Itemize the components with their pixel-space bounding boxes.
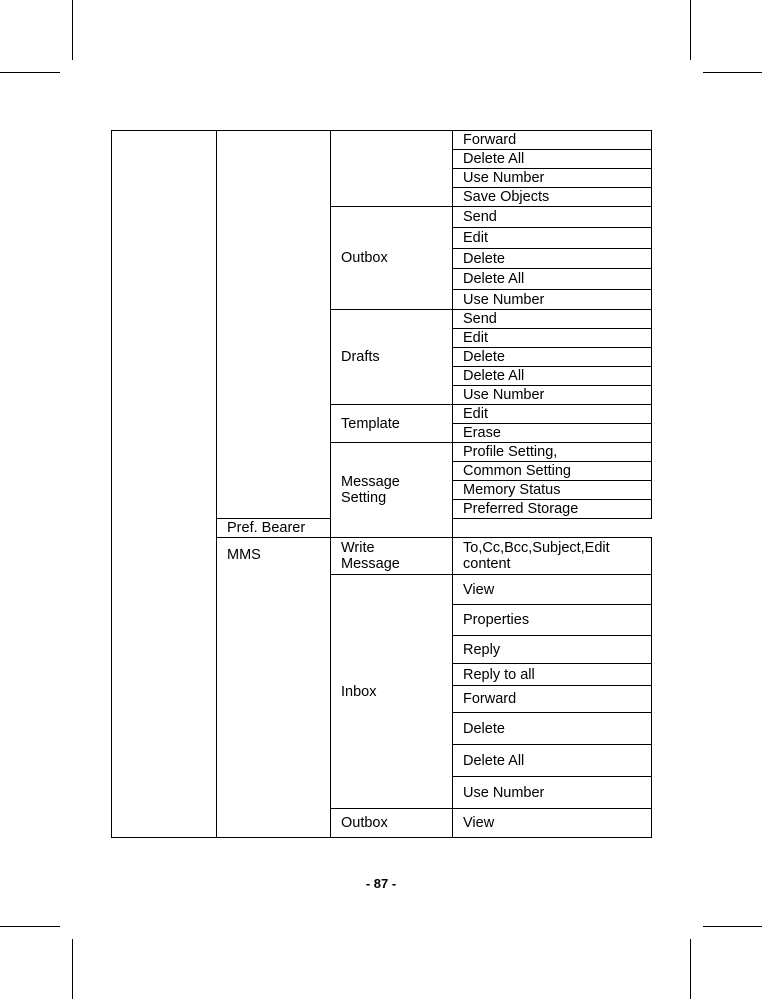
table-cell-item: Erase — [453, 424, 652, 443]
outbox-label: Outbox — [331, 207, 453, 310]
table-cell-item: Memory Status — [453, 481, 652, 500]
table-cell-item: Edit — [453, 228, 652, 249]
table-cell-item: Properties — [453, 605, 652, 636]
table-cell-item: Edit — [453, 329, 652, 348]
table-cell-item: Profile Setting, — [453, 443, 652, 462]
table-cell-item: Use Number — [453, 290, 652, 310]
table-cell-item: Delete — [453, 713, 652, 745]
crop-mark — [690, 0, 691, 60]
table-cell-empty — [331, 131, 453, 207]
table-cell-empty — [217, 131, 331, 519]
table-cell-item: Send — [453, 207, 652, 228]
table-cell-item: Reply — [453, 636, 652, 664]
table-cell-item: Pref. Bearer — [217, 519, 331, 538]
write-message-text: Write Message — [341, 540, 400, 572]
table-cell-item: View — [453, 575, 652, 605]
inbox-label: Inbox — [331, 575, 453, 809]
table-cell-item: Reply to all — [453, 664, 652, 686]
write-message-item-text: To,Cc,Bcc,Subject,Edit content — [463, 540, 610, 572]
table-cell-empty — [112, 131, 217, 838]
message-setting-text: Message Setting — [341, 474, 400, 506]
table-cell-item: Forward — [453, 131, 652, 150]
table-cell-item: Use Number — [453, 386, 652, 405]
crop-mark — [703, 72, 762, 73]
page-number: - 87 - — [365, 876, 397, 891]
table-cell-item: Send — [453, 310, 652, 329]
table-cell-item: Delete All — [453, 367, 652, 386]
crop-mark — [72, 939, 73, 999]
table-cell-item: Use Number — [453, 169, 652, 188]
mms-label: MMS — [217, 538, 331, 838]
message-setting-label — [331, 443, 453, 538]
table-cell-item: Common Setting — [453, 462, 652, 481]
crop-mark — [703, 926, 762, 927]
drafts-label: Drafts — [331, 310, 453, 405]
crop-mark — [690, 939, 691, 999]
crop-mark — [0, 926, 60, 927]
table-cell-item: Delete All — [453, 745, 652, 777]
template-label: Template — [331, 405, 453, 443]
table-cell-item: Delete All — [453, 269, 652, 290]
table-cell-item: Forward — [453, 686, 652, 713]
table-cell-item — [453, 538, 652, 575]
table-cell-item: Delete — [453, 249, 652, 269]
crop-mark — [0, 72, 60, 73]
table-cell-item: Delete — [453, 348, 652, 367]
table-cell-item: Save Objects — [453, 188, 652, 207]
table-cell-item: Edit — [453, 405, 652, 424]
table-cell-item: Delete All — [453, 150, 652, 169]
table-cell-item: Use Number — [453, 777, 652, 809]
table-cell-item: View — [453, 809, 652, 838]
write-message-label — [331, 538, 453, 575]
crop-mark — [72, 0, 73, 60]
table-cell-item: Preferred Storage — [453, 500, 652, 519]
menu-structure-table — [111, 130, 652, 838]
mms-outbox-label: Outbox — [331, 809, 453, 838]
